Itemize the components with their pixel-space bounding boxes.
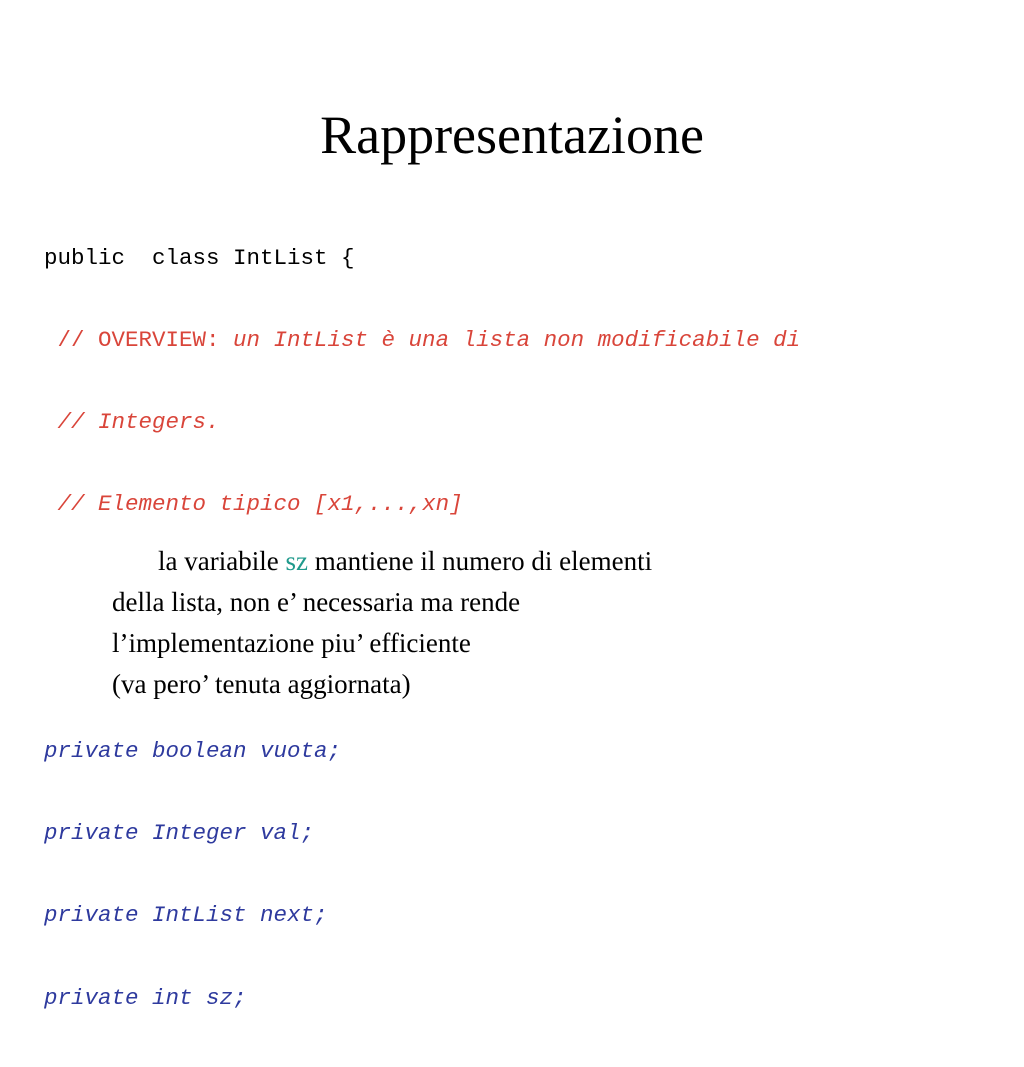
comment-text: Elemento tipico [x1,...,xn] — [98, 491, 463, 518]
code-comment-element — [44, 491, 800, 518]
code-comment-integers — [44, 409, 800, 436]
code-field-sz: private int sz; — [44, 984, 247, 1011]
code-comment-overview — [44, 327, 800, 354]
code-class-declaration: public class IntList { — [44, 244, 355, 271]
slide-title: Rappresentazione — [320, 105, 704, 165]
note-text: mantiene il numero di elementi — [307, 546, 653, 576]
note-highlight-sz: sz — [285, 546, 308, 576]
note-line-4: (va pero’ tenuta aggiornata) — [112, 669, 411, 699]
comment-prefix: // OVERVIEW: — [44, 327, 234, 354]
note-line-1 — [112, 542, 652, 583]
note-line-2: della lista, non e’ necessaria ma rende — [112, 587, 521, 617]
code-field-vuota: private boolean vuota; — [44, 738, 342, 765]
note-text: la variabile — [158, 546, 286, 576]
note-line-3: l’implementazione piu’ efficiente — [112, 628, 471, 658]
comment-text: un IntList è una lista non modificabile di — [233, 327, 801, 354]
code-field-next: private IntList next; — [44, 902, 328, 929]
comment-prefix: // — [44, 409, 99, 436]
explanation-note — [112, 542, 652, 706]
code-field-val: private Integer val; — [44, 820, 315, 847]
comment-prefix: // — [44, 491, 99, 518]
comment-text: Integers. — [98, 409, 220, 436]
